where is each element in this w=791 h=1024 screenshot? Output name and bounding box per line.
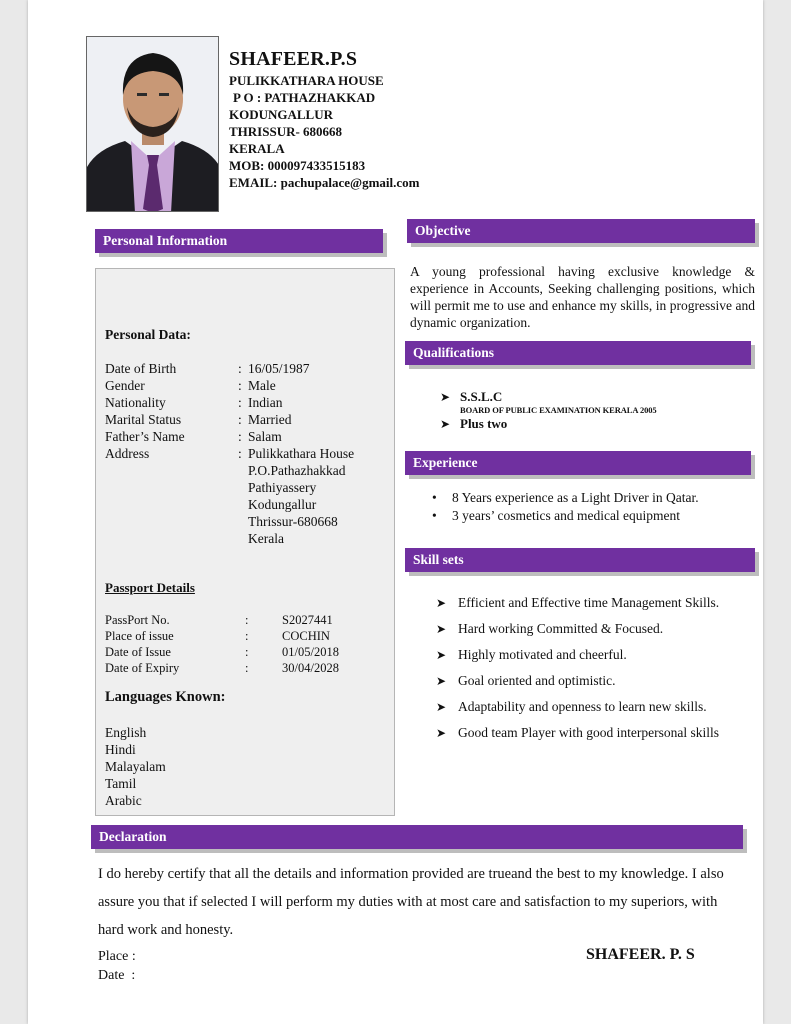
experience-item: • 3 years’ cosmetics and medical equipment (428, 507, 699, 525)
arrow-bullet-icon: ➤ (440, 417, 451, 431)
language-item: English (105, 725, 147, 740)
contact-line: KERALA (229, 141, 285, 156)
skill-item: ➤ Hard working Committed & Focused. (436, 616, 738, 642)
field-row: Marital Status : Married (105, 412, 292, 427)
contact-line: KODUNGALLUR (229, 107, 334, 122)
address-continuation (105, 462, 390, 547)
section-header-experience: Experience (405, 451, 751, 475)
experience-item: • 8 Years experience as a Light Driver in Qatar. (428, 489, 699, 507)
arrow-bullet-icon: ➤ (436, 648, 447, 662)
personal-info-box (95, 268, 395, 816)
passport-row: Date of Issue : 01/05/2018 (105, 645, 339, 659)
field-value: Indian (248, 395, 283, 410)
field-value: Male (248, 378, 276, 393)
place-date-block (98, 947, 136, 985)
passport-row: Date of Expiry : 30/04/2028 (105, 661, 339, 675)
passport-label: Place of issue (105, 629, 174, 643)
address-line: Kerala (248, 531, 284, 546)
field-value: Salam (248, 429, 282, 444)
language-item: Malayalam (105, 759, 166, 774)
field-label: Gender (105, 378, 145, 393)
languages-title: Languages Known: (105, 689, 226, 705)
language-item: Arabic (105, 793, 142, 808)
field-value: Married (248, 412, 292, 427)
contact-line: MOB: 000097433515183 (229, 158, 366, 173)
passport-title: Passport Details (105, 580, 195, 595)
skill-item: ➤ Goal oriented and optimistic. (436, 668, 738, 694)
candidate-name: SHAFEER.P.S (229, 48, 358, 70)
personal-fields (105, 360, 390, 550)
field-label: Marital Status (105, 412, 182, 427)
field-value: Pulikkathara House (248, 446, 355, 461)
section-header-declaration: Declaration (91, 825, 743, 849)
skills-list (436, 590, 738, 746)
contact-line: P O : PATHAZHAKKAD (233, 90, 376, 105)
skill-item: ➤ Highly motivated and cheerful. (436, 642, 738, 668)
field-row: Father’s Name : Salam (105, 429, 282, 444)
qualifications-list (440, 389, 657, 433)
resume-page (28, 0, 763, 1024)
address-line: Thrissur-680668 (248, 514, 338, 529)
profile-photo (86, 36, 219, 212)
passport-label: PassPort No. (105, 613, 170, 627)
qualification-item: ➤ S.S.L.C (440, 389, 503, 404)
arrow-bullet-icon: ➤ (436, 674, 447, 688)
address-line: Pathiyassery (248, 480, 317, 495)
section-header-objective: Objective (407, 219, 755, 243)
field-row: Nationality : Indian (105, 395, 283, 410)
field-label: Address (105, 446, 150, 461)
person-portrait-icon (87, 37, 219, 212)
signature-name: SHAFEER. P. S (586, 946, 695, 963)
contact-line: THRISSUR- 680668 (229, 124, 343, 139)
qualification-item: ➤ Plus two (440, 416, 508, 431)
passport-fields (105, 612, 390, 682)
field-value: 16/05/1987 (248, 361, 310, 376)
arrow-bullet-icon: ➤ (440, 390, 451, 404)
qualification-board: BOARD OF PUBLIC EXAMINATION KERALA 2005 (460, 405, 657, 415)
section-header-qualifications: Qualifications (405, 341, 751, 365)
declaration-text: I do hereby certify that all the details and information provided are trueand the best to my knowledge. I also assure you that if selected I will perform my duties with at most care and satisfaction to my superiors, with hard work and honesty. (98, 866, 724, 938)
section-header-personal: Personal Information (95, 229, 383, 253)
field-label: Father’s Name (105, 429, 185, 444)
languages-list (105, 724, 166, 809)
section-header-skills: Skill sets (405, 548, 755, 572)
passport-value: S2027441 (282, 613, 333, 627)
contact-block (229, 72, 419, 191)
experience-list (428, 489, 699, 525)
language-item: Tamil (105, 776, 137, 791)
contact-line: PULIKKATHARA HOUSE (229, 73, 384, 88)
arrow-bullet-icon: ➤ (436, 700, 447, 714)
field-row: Date of Birth : 16/05/1987 (105, 361, 310, 376)
date-label: Date : (98, 968, 136, 983)
arrow-bullet-icon: ➤ (436, 622, 447, 636)
skill-item: ➤ Adaptability and openness to learn new skills. (436, 694, 738, 720)
field-row: Address : Pulikkathara House (105, 446, 355, 461)
field-row: Gender : Male (105, 378, 276, 393)
language-item: Hindi (105, 742, 136, 757)
objective-text: A young professional having exclusive knowledge & experience in Accounts, Seeking challenging positions, which will permit me to use and enhance my skills, in progressive and dynamic organization. (410, 264, 755, 330)
passport-value: 01/05/2018 (282, 645, 339, 659)
arrow-bullet-icon: ➤ (436, 726, 447, 740)
passport-value: COCHIN (282, 629, 330, 643)
address-line: P.O.Pathazhakkad (248, 463, 346, 478)
passport-row: PassPort No. : S2027441 (105, 613, 333, 627)
passport-label: Date of Expiry (105, 661, 180, 675)
address-line: Kodungallur (248, 497, 317, 512)
field-label: Nationality (105, 395, 166, 410)
passport-label: Date of Issue (105, 645, 171, 659)
arrow-bullet-icon: ➤ (436, 596, 447, 610)
place-label: Place : (98, 949, 136, 964)
personal-data-title: Personal Data: (105, 327, 191, 342)
field-label: Date of Birth (105, 361, 177, 376)
skill-item: ➤ Efficient and Effective time Management Skills. (436, 590, 738, 616)
passport-row: Place of issue : COCHIN (105, 629, 330, 643)
skill-item: ➤ Good team Player with good interpersonal skills (436, 720, 738, 746)
passport-value: 30/04/2028 (282, 661, 339, 675)
contact-line: EMAIL: pachupalace@gmail.com (229, 175, 420, 190)
